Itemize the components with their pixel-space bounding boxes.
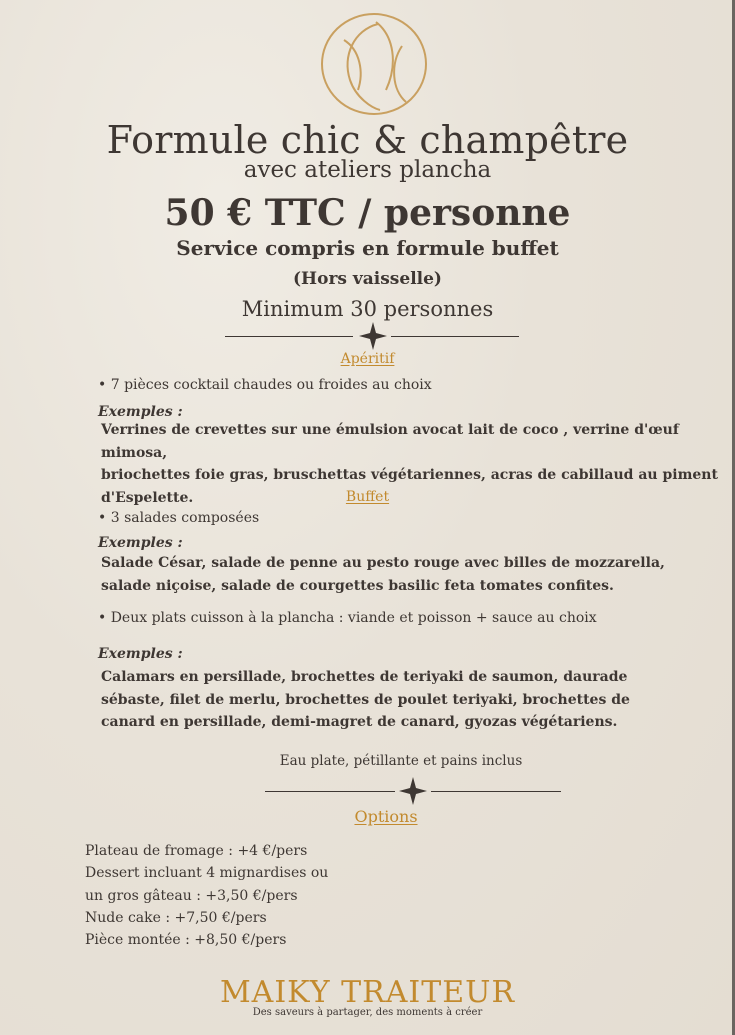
buffet-example-line: canard en persillade, demi-magret de canard, gyozas végétariens. (101, 714, 618, 730)
options-list (85, 840, 328, 951)
buffet-exemples-label-2: Exemples : (98, 646, 183, 662)
vaisselle-note: (Hors vaisselle) (293, 269, 442, 289)
divider-options (265, 781, 561, 801)
option-item: un gros gâteau : +3,50 €/pers (85, 887, 298, 904)
buffet-example-line: Calamars en persillade, brochettes de teriyaki de saumon, daurade (101, 669, 628, 685)
option-item: Dessert incluant 4 mignardises ou (85, 865, 329, 882)
included-drinks-bread: Eau plate, pétillante et pains inclus (279, 753, 523, 769)
buffet-bullet-salads: • 3 salades composées (98, 510, 260, 526)
service-note: Service compris en formule buffet (176, 236, 559, 260)
option-item: Pièce montée : +8,50 €/pers (85, 932, 287, 949)
menu-title: Formule chic & champêtre (106, 118, 629, 162)
divider-top (225, 326, 520, 346)
buffet-bullet-plancha: • Deux plats cuisson à la plancha : viande et poisson + sauce au choix (98, 610, 597, 626)
option-item: Nude cake : +7,50 €/pers (85, 909, 267, 926)
buffet-exemples-label-1: Exemples : (98, 535, 183, 551)
option-item: Plateau de fromage : +4 €/pers (85, 843, 308, 859)
four-point-star-icon (399, 777, 427, 805)
aperitif-exemples-label: Exemples : (98, 404, 183, 420)
minimum-guests: Minimum 30 personnes (241, 297, 494, 321)
brand-tagline: Des saveurs à partager, des moments à créer (252, 1007, 483, 1018)
coffee-bean-logo (318, 10, 430, 118)
aperitif-example-line: d'Espelette. (101, 489, 194, 506)
section-title-options: Options (354, 807, 418, 826)
four-point-star-icon (359, 322, 387, 350)
price-per-person: 50 € TTC / personne (164, 192, 571, 234)
aperitif-example-line: briochettes foie gras, bruschettas végétariennes, acras de cabillaud au piment (101, 467, 718, 483)
section-title-aperitif: Apéritif (340, 351, 395, 367)
buffet-example-line: sébaste, filet de merlu, brochettes de poulet teriyaki, brochettes de (101, 691, 630, 708)
buffet-example-line: salade niçoise, salade de courgettes basilic feta tomates confites. (101, 577, 614, 594)
buffet-example-line: Salade César, salade de penne au pesto rouge avec billes de mozzarella, (101, 555, 665, 571)
buffet-examples-plancha (101, 666, 630, 734)
section-title-buffet: Buffet (345, 489, 390, 505)
menu-subtitle: avec ateliers plancha (243, 157, 492, 183)
aperitif-example-line: Verrines de crevettes sur une émulsion avocat lait de coco , verrine d'œuf mimosa, (101, 422, 679, 461)
brand-name: MAIKY TRAITEUR (219, 975, 516, 1010)
buffet-examples-salads (101, 552, 665, 597)
aperitif-bullet: • 7 pièces cocktail chaudes ou froides au choix (98, 377, 432, 393)
